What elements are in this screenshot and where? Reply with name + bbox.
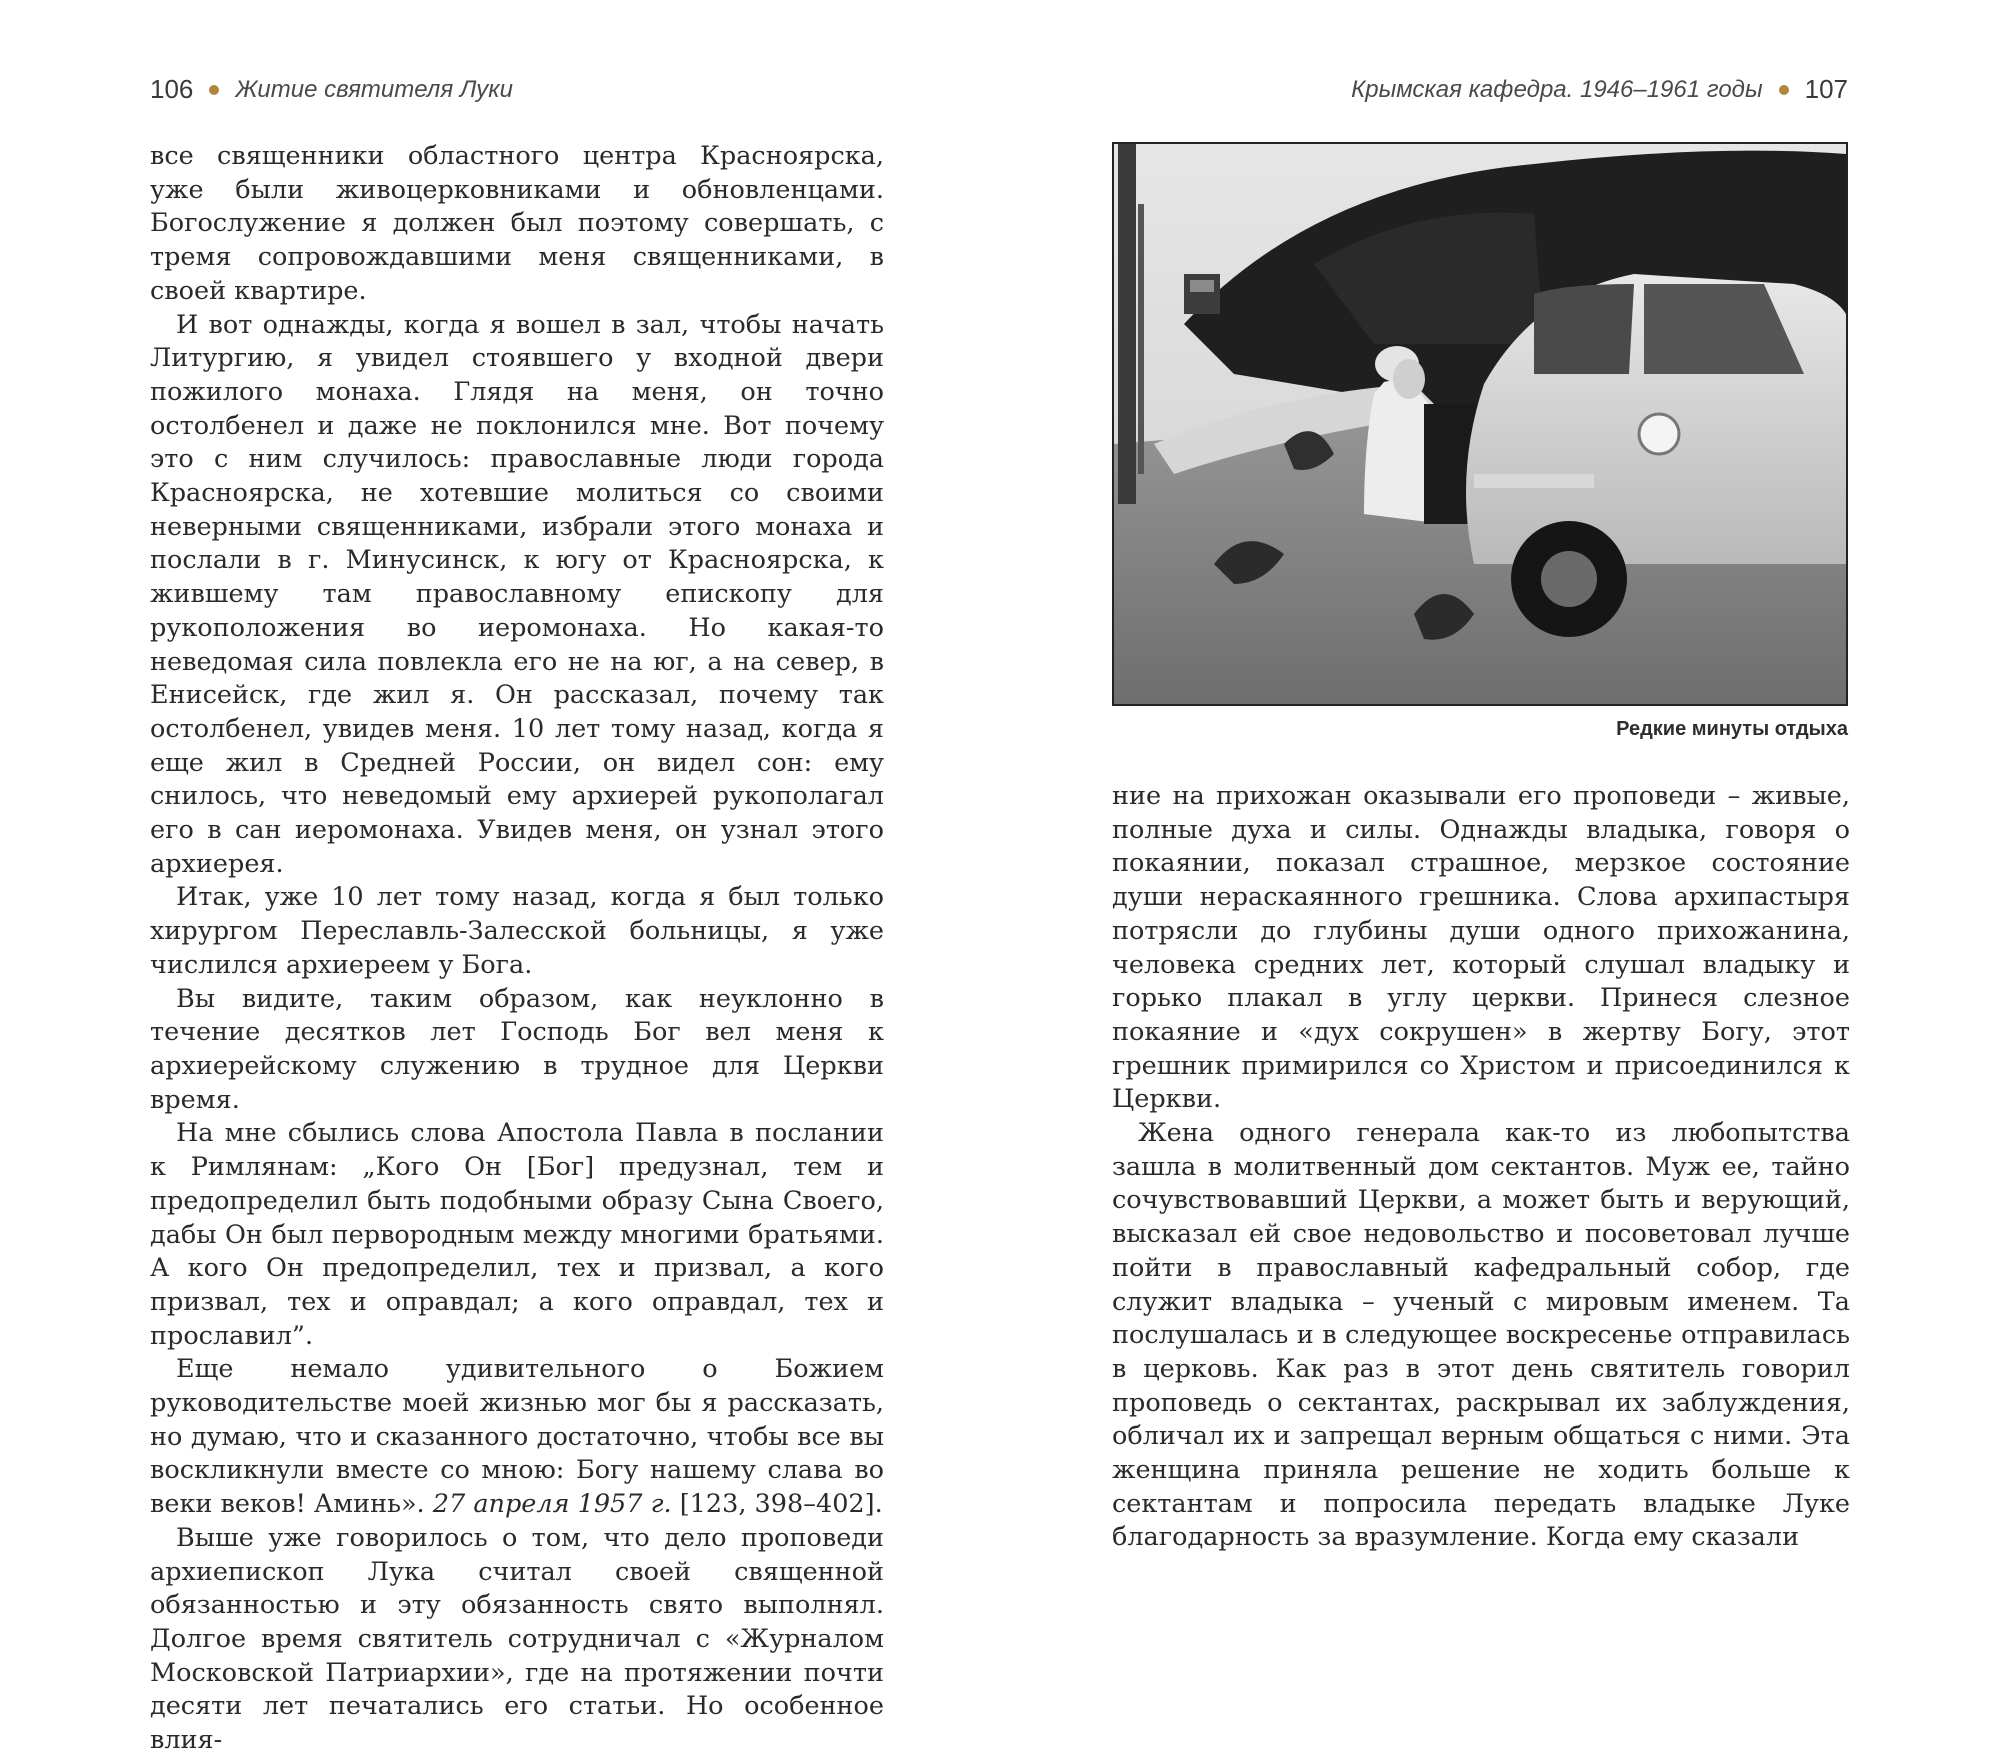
right-running-head	[1351, 74, 1848, 105]
bullet-ornament	[1779, 85, 1789, 95]
paragraph-text: Еще немало удивительного о Божием руководительстве моей жизнью мог бы я рассказать, но думаю, что и сказанного достаточно, чтобы все вы воскликнули вместе со мною: Богу нашему слава во веки веков! Аминь».	[150, 1354, 884, 1520]
photo-caption: Редкие минуты отдыха	[1616, 718, 1848, 740]
left-running-title: Житие святителя Луки	[235, 75, 513, 103]
left-page-number: 106	[150, 74, 194, 104]
date-italic: 27 апреля 1957 г.	[432, 1489, 672, 1520]
paragraph: все священники областного центра Красноярска, уже были живоцерковниками и обновленцами. Богослужение я должен был поэтому совершать, с тремя сопровождавшими меня священниками, в своей квартире.	[150, 141, 884, 306]
right-running-title: Крымская кафедра. 1946–1961 годы	[1351, 75, 1763, 103]
right-page-number: 107	[1804, 74, 1848, 104]
paragraph: И вот однажды, когда я вошел в зал, чтобы начать Литургию, я увидел стоявшего у входной двери пожилого монаха. Глядя на меня, он точно остолбенел и даже не поклонился мне. Вот почему это с ним случилось: православные люди города Красноярска, не хотевшие молиться со своими неверными священниками, избрали этого монаха и послали в г. Минусинск, к югу от Красноярска, к жившему там православному епископу для рукоположения во иеромонаха. Но какая-то неведомая сила повлекла его не на юг, а на север, в Енисейск, где жил я. Он рассказал, почему так остолбенел, увидев меня. 10 лет тому назад, когда я еще жил в Средней России, он видел сон: ему снилось, что неведомый ему архиерей рукополагал его в сан иеромонаха. Увидев меня, он узнал этого архиерея.	[150, 309, 884, 879]
paragraph: Выше уже говорилось о том, что дело проповеди архиепископ Лука считал своей священной обязанностью и эту обязанность свято выполнял. Долгое время святитель сотрудничал с «Журналом Московской Патриархии», где на протяжении почти десяти лет печатались его статьи. Но особенное влия-	[150, 1522, 884, 1756]
left-body-text	[150, 140, 884, 1758]
paragraph: На мне сбылись слова Апостола Павла в послании к Римлянам: „Кого Он [Бог] предузнал, тем и предопределил быть подобными образу Сына Своего, дабы Он был первородным между многими братьями. А кого Он предопределил, тех и призвал, а кого призвал, тех и оправдал; а кого оправдал, тех и прославил”.	[150, 1118, 884, 1351]
photo	[1112, 142, 1848, 706]
right-body-text	[1112, 780, 1850, 1555]
right-page	[1000, 0, 2000, 1553]
left-page	[0, 0, 1000, 1756]
paragraph	[150, 1353, 884, 1522]
paragraph: ние на прихожан оказывали его проповеди – живые, полные духа и силы. Однажды владыка, говоря о покаянии, показал страшное, мерзкое состояние души нераскаянного грешника. Слова архипастыря потрясли до глубины души одного прихожанина, человека средних лет, который слушал владыку и горько плакал в углу церкви. Принеся слезное покаяние и «дух сокрушен» в жертву Богу, этот грешник примирился со Христом и присоединился к Церкви.	[1112, 781, 1850, 1115]
photo-image	[1114, 144, 1846, 704]
paragraph: Итак, уже 10 лет тому назад, когда я был только хирургом Переславль-Залесской больницы, я уже числился архиереем у Бога.	[150, 882, 884, 980]
paragraph: Вы видите, таким образом, как неуклонно в течение десятков лет Господь Бог вел меня к архиерейскому служению в трудное для Церкви время.	[150, 983, 884, 1115]
left-running-head	[150, 74, 513, 105]
citation: [123, 398–402].	[679, 1489, 883, 1520]
paragraph: Жена одного генерала как-то из любопытства зашла в молитвенный дом сектантов. Муж ее, тайно сочувствовавший Церкви, а может быть и верующий, высказал ей свое недовольство и посоветовал лучше пойти в православный кафедральный собор, где служит владыка – ученый с мировым именем. Та послушалась и в следующее воскресенье отправилась в церковь. Как раз в этот день святитель говорил проповедь о сектантах, раскрывал их заблуждения, обличал их и запрещал верным общаться с ними. Эта женщина приняла решение не ходить больше к сектантам и попросила передать владыке Луке благодарность за вразумление. Когда ему сказали	[1112, 1118, 1850, 1553]
bullet-ornament	[209, 85, 219, 95]
